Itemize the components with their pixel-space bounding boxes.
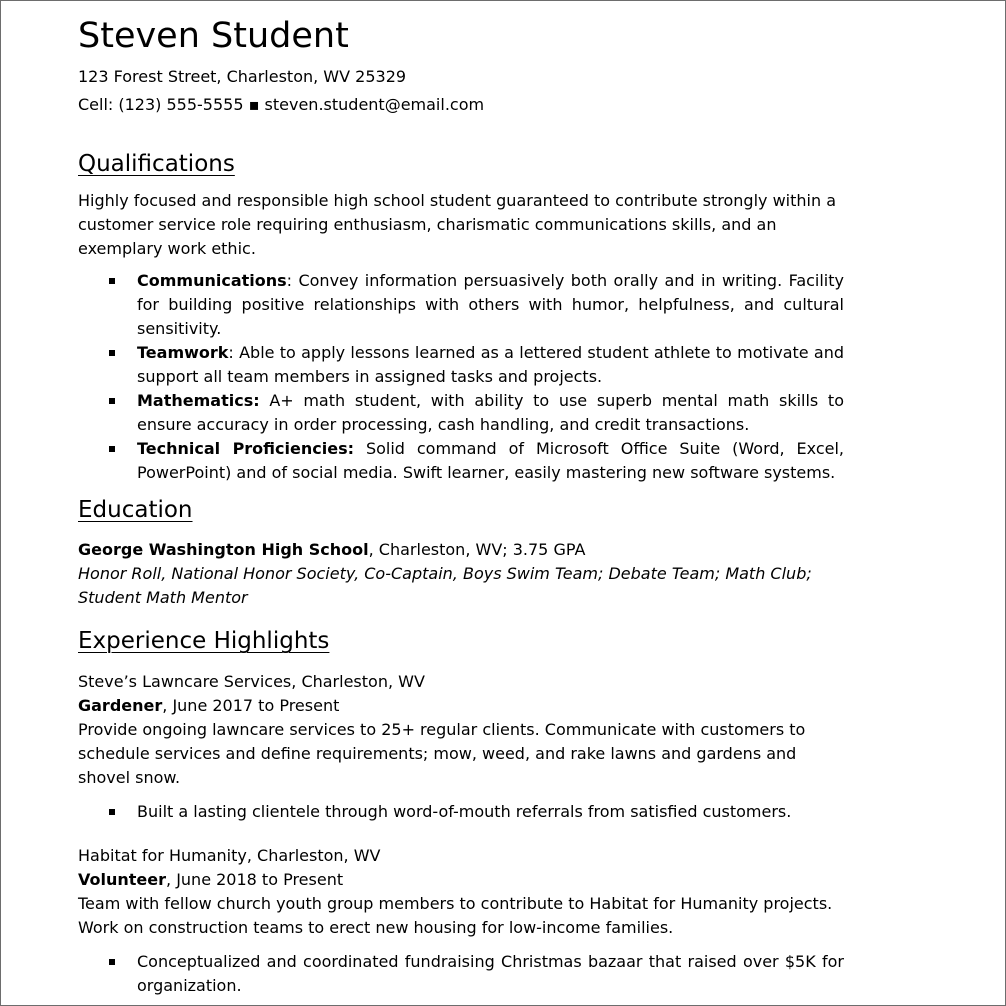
qualifications-summary: Highly focused and responsible high school student guaranteed to contribute strongly within a customer service role requiring enthusiasm, charismatic communications skills, and an exemplary work ethic. (78, 191, 836, 258)
item-separator: : (286, 271, 299, 290)
education-honors (78, 562, 844, 610)
job-employer: Steve’s Lawncare Services, Charleston, WV (78, 672, 425, 691)
school-details: , Charleston, WV; 3.75 GPA (368, 540, 586, 559)
item-text: Built a lasting clientele through word-of-mouth referrals from satisfied customers. (137, 802, 792, 821)
job-title: Volunteer (78, 870, 167, 889)
job-title: Gardener (78, 696, 163, 715)
item-label: Mathematics: (137, 391, 260, 410)
address: 123 Forest Street, Charleston, WV 25329 (78, 67, 407, 86)
list-item (78, 269, 844, 341)
bullet-icon (109, 959, 115, 965)
job-bullets (78, 800, 844, 824)
bullet-icon (109, 809, 115, 815)
job-description: Provide ongoing lawncare services to 25+ regular clients. Communicate with customers to schedule services and define requirements; mow, weed, and rake lawns and gardens and shovel snow. (78, 720, 806, 787)
applicant-name: Steven Student (78, 16, 349, 56)
list-item (78, 341, 844, 389)
bullet-icon (109, 278, 115, 284)
education-heading: Education (78, 497, 193, 523)
list-item (78, 950, 844, 998)
job-dates: , June 2018 to Present (166, 870, 344, 889)
qualifications-heading: Qualifications (78, 151, 235, 177)
bullet-icon (109, 398, 115, 404)
bullet-icon (109, 446, 115, 452)
item-label: Teamwork (137, 343, 229, 362)
job-entry (78, 844, 844, 998)
item-label: Technical Proficiencies: (137, 439, 354, 458)
item-separator: : (228, 343, 240, 362)
resume-content (78, 15, 844, 998)
experience-heading: Experience Highlights (78, 628, 330, 654)
contact-info: Cell: (123) 555-5555 ▪ steven.student@email.com (78, 95, 485, 114)
item-text: Conceptualized and coordinated fundraising Christmas bazaar that raised over $5K for organization. (137, 952, 844, 995)
item-label: Communications (137, 271, 287, 290)
bullet-icon (109, 350, 115, 356)
job-bullets (78, 950, 844, 998)
item-separator (354, 439, 366, 458)
job-dates: , June 2017 to Present (162, 696, 340, 715)
item-text: A+ math student, with ability to use superb mental math skills to ensure accuracy in order processing, cash handling, and credit transactions. (137, 391, 844, 434)
school-name: George Washington High School (78, 540, 369, 559)
list-item (78, 389, 844, 437)
qualifications-list (78, 269, 844, 485)
education-school-line (78, 538, 844, 562)
job-description: Team with fellow church youth group members to contribute to Habitat for Humanity projects. Work on construction teams to erect new housing for low-income families. (78, 894, 833, 937)
item-text: Convey information persuasively both orally and in writing. Facility for building positive relationships with others with humor, helpfulness, and cultural sensitivity. (137, 271, 844, 338)
list-item (78, 800, 844, 824)
job-title-line (78, 868, 844, 892)
item-text: Solid command of Microsoft Office Suite (Word, Excel, PowerPoint) and of social media. Swift learner, easily mastering new software systems. (137, 439, 845, 482)
list-item (78, 437, 844, 485)
item-separator (260, 391, 270, 410)
item-text: Able to apply lessons learned as a lettered student athlete to motivate and support all team members in assigned tasks and projects. (137, 343, 844, 386)
job-employer: Habitat for Humanity, Charleston, WV (78, 846, 381, 865)
job-entry (78, 670, 844, 824)
honors-text: Honor Roll, National Honor Society, Co-Captain, Boys Swim Team; Debate Team; Math Club; Student Math Mentor (78, 564, 812, 607)
job-title-line (78, 694, 844, 718)
